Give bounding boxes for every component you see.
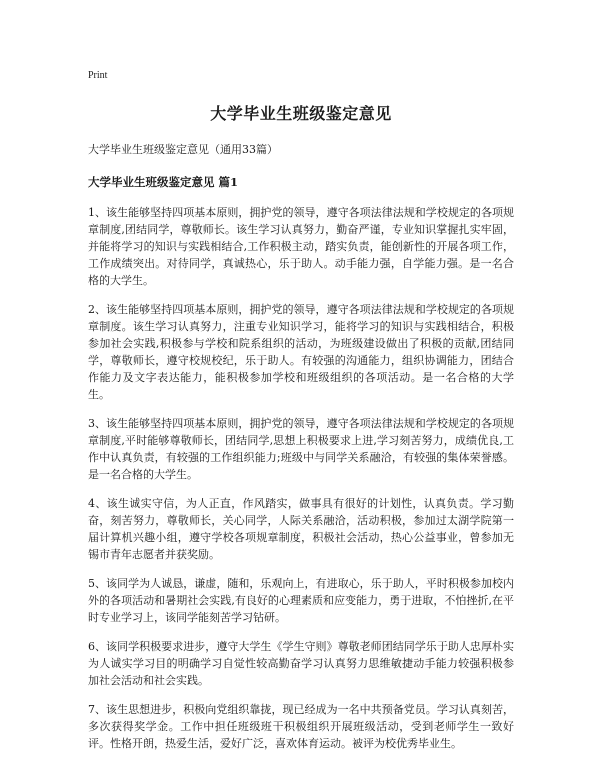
paragraph-6: 6、该同学积极要求进步，遵守大学生《学生守则》尊敬老师团结同学乐于助人忠厚朴实为人诚实学习目的明确学习自觉性较高勤奋学习认真努力思维敏捷动手能力较强积极参加社会活动和社会实践。	[88, 640, 514, 687]
paragraph-5: 5、该同学为人诚恳，谦虚，随和，乐观向上，有进取心，乐于助人，平时积极参加校内外的各项活动和暑期社会实践,有良好的心理素质和应变能力，勇于进取，不怕挫折,在平时专业学习上，该同学能刻苦学习钻研。	[88, 577, 514, 624]
paragraph-7: 7、该生思想进步，积极向党组织靠拢，现已经成为一名中共预备党员。学习认真刻苦，多次获得奖学金。工作中担任班级班干积极组织开展班级活动，受到老师学生一致好评。性格开朗，热爱生活，爱好广泛，喜欢体育运动。被评为校优秀毕业生。	[88, 703, 514, 750]
document-title: 大学毕业生班级鉴定意见	[210, 104, 392, 123]
print-link[interactable]: Print	[88, 70, 108, 81]
paragraph-2: 2、该生能够坚持四项基本原则，拥护党的领导，遵守各项法律法规和学校规定的各项规章制度。该生学习认真努力，注重专业知识学习，能将学习的知识与实践相结合，积极参加社会实践,积极参与学校和院系组织的活动，为班级建设做出了积极的贡献,团结同学，尊敬师长，遵守校规校纪，乐于助人。有较强的沟通能力，组织协调能力，团结合作能力及文字表达能力，能积极参加学校和班级组织的各项活动。是一名合格的大学生。	[88, 303, 514, 401]
paragraph-1: 1、该生能够坚持四项基本原则，拥护党的领导，遵守各项法律法规和学校规定的各项规章制度,团结同学，尊敬师长。该生学习认真努力，勤奋严谨，专业知识掌握扎实牢固，并能将学习的知识与实践相结合,工作积极主动，踏实负责，能创新性的开展各项工作，工作成绩突出。对待同学，真诚热心，乐于助人。动手能力强，自学能力强。是一名合格的大学生。	[88, 206, 514, 287]
paragraph-4: 4、该生诚实守信，为人正直，作风踏实，做事具有很好的计划性，认真负责。学习勤奋，刻苦努力，尊敬师长，关心同学，人际关系融洽，活动积极，参加过太湖学院第一届计算机兴趣小组，遵守学校各项规章制度，积极社会活动，热心公益事业，曾参加无锡市青年志愿者并获奖励。	[88, 497, 514, 561]
document-page	[88, 70, 514, 764]
paragraph-3: 3、该生能够坚持四项基本原则，拥护党的领导，遵守各项法律法规和学校规定的各项规章制度,平时能够尊敬师长，团结同学,思想上积极要求上进,学习刻苦努力，成绩优良,工作中认真负责，有较强的工作组织能力;班级中与同学关系融洽，有较强的集体荣誉感。是一名合格的大学生。	[88, 417, 514, 481]
document-subtitle: 大学毕业生班级鉴定意见（通用33篇）	[88, 143, 278, 156]
section-heading: 大学毕业生班级鉴定意见 篇1	[88, 175, 239, 189]
